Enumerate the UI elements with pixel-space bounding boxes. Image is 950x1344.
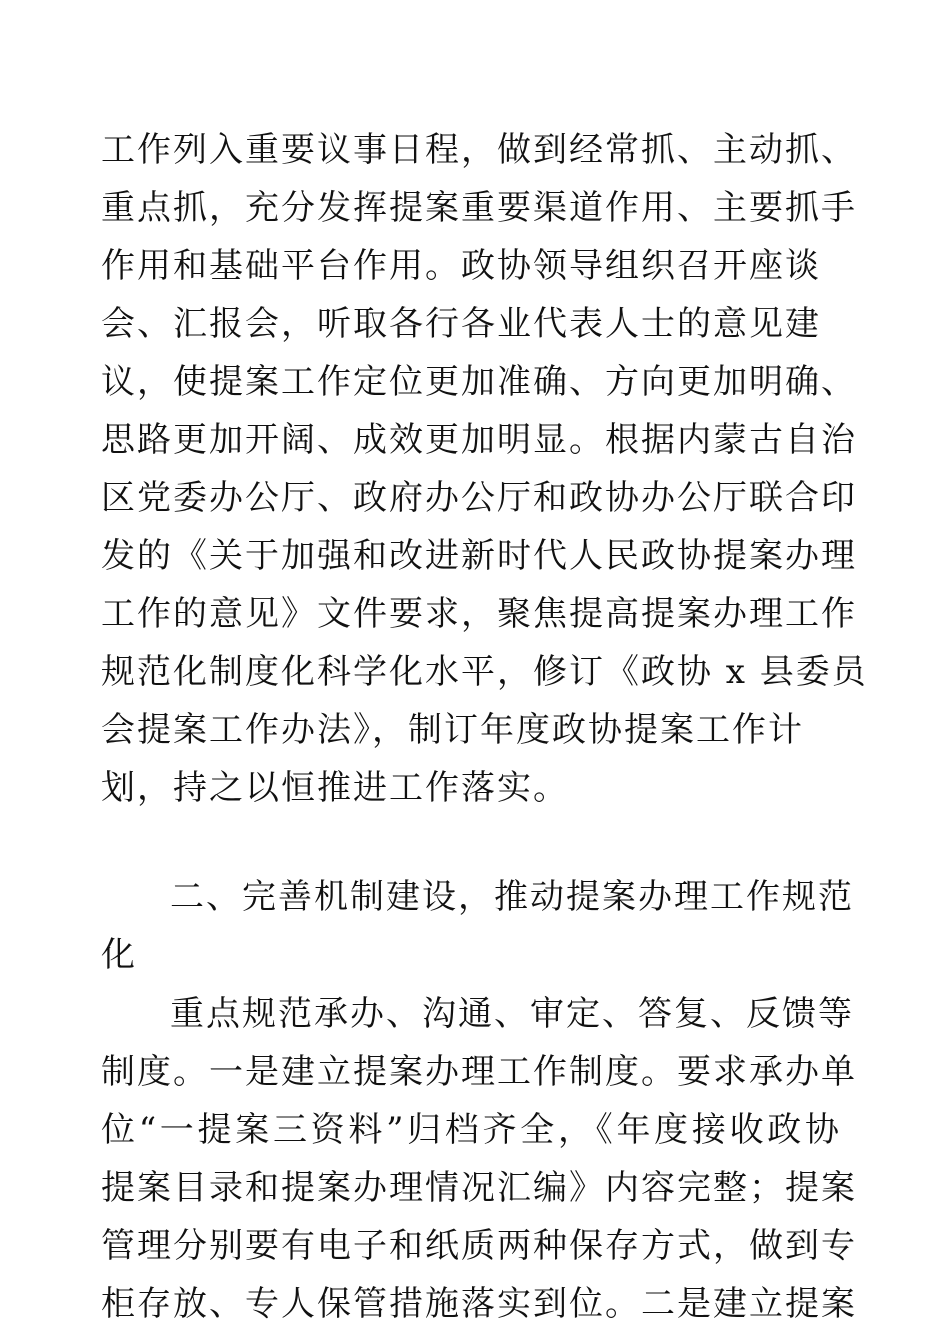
paragraph1-line: 作用和基础平台作用。政协领导组织召开座谈 <box>101 246 821 286</box>
paragraph2-line: 提案目录和提案办理情况汇编》内容完整；提案 <box>101 1168 857 1208</box>
section-heading-line: 二、完善机制建设，推动提案办理工作规范 <box>170 877 854 917</box>
paragraph1-line: 划，持之以恒推进工作落实。 <box>101 768 569 808</box>
paragraph1-line: 工作列入重要议事日程，做到经常抓、主动抓、 <box>101 130 857 170</box>
paragraph1-line: 会、汇报会，听取各行各业代表人士的意见建 <box>101 304 821 344</box>
paragraph1-line: 区党委办公厅、政府办公厅和政协办公厅联合印 <box>101 478 857 518</box>
paragraph1-line: 会提案工作办法》，制订年度政协提案工作计 <box>101 710 804 750</box>
paragraph1-line: 思路更加开阔、成效更加明显。根据内蒙古自治 <box>101 420 857 460</box>
section-heading-line: 化 <box>101 935 137 975</box>
paragraph1-line: 重点抓，充分发挥提案重要渠道作用、主要抓手 <box>101 188 857 228</box>
paragraph2-line: 制度。一是建立提案办理工作制度。要求承办单 <box>101 1052 857 1092</box>
paragraph1-line: 发的《关于加强和改进新时代人民政协提案办理 <box>101 536 857 576</box>
paragraph2-line: 重点规范承办、沟通、审定、答复、反馈等 <box>170 994 854 1034</box>
paragraph1-line: 工作的意见》文件要求，聚焦提高提案办理工作 <box>101 594 857 634</box>
paragraph2-line: 管理分别要有电子和纸质两种保存方式，做到专 <box>101 1226 857 1266</box>
paragraph1-line: 规范化制度化科学化水平，修订《政协 x 县委员 <box>101 652 868 692</box>
paragraph2-line: 位“一提案三资料”归档齐全，《年度接收政协 <box>101 1110 841 1150</box>
paragraph2-line: 柜存放、专人保管措施落实到位。二是建立提案 <box>101 1284 857 1324</box>
paragraph1-line: 议，使提案工作定位更加准确、方向更加明确、 <box>101 362 857 402</box>
